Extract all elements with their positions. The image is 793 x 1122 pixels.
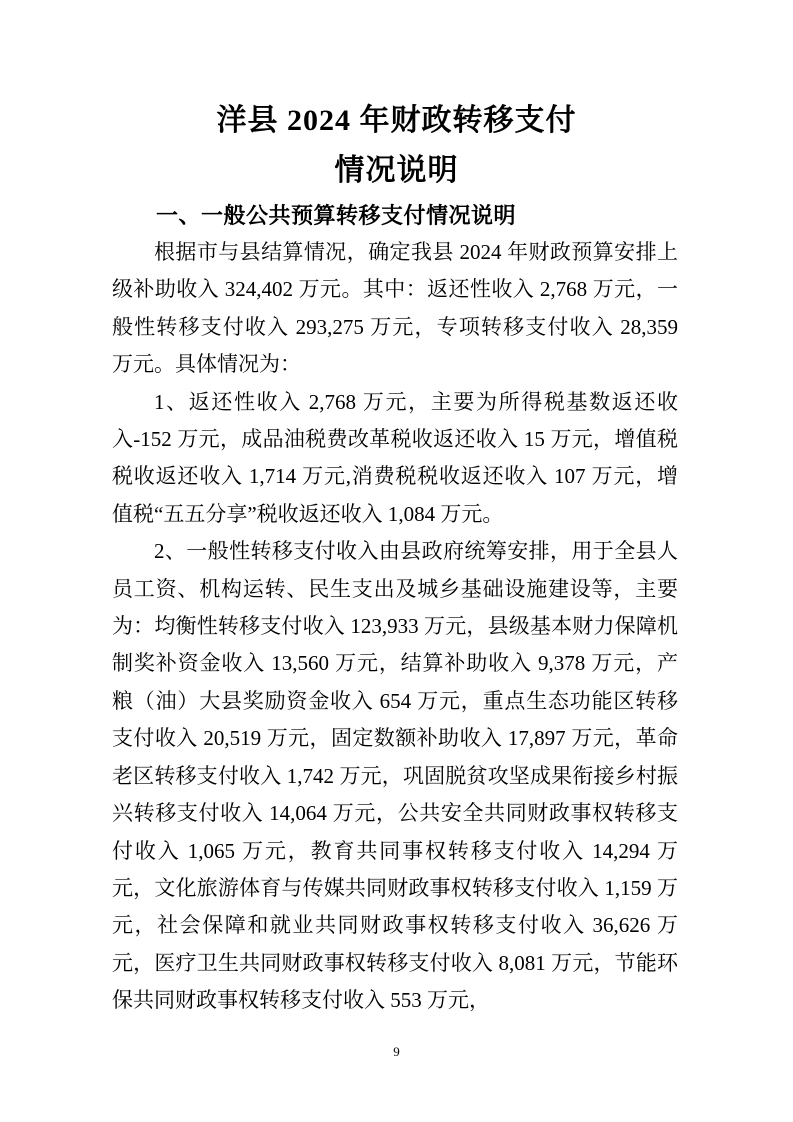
document-title-line-2: 情况说明: [334, 154, 459, 187]
paragraph-tax-rebate-income: 1、返还性收入 2,768 万元，主要为所得税基数返还收入-152 万元，成品油税费改革税收返还收入 15 万元，增值税税收返还收入 1,714 万元,消费税税收返还收入 107 万元，增值税“五五分享”税收返还收入 1,084 万元。: [112, 389, 678, 526]
paragraph-overview: 根据市与县结算情况，确定我县 2024 年财政预算安排上级补助收入 324,402 万元。其中：返还性收入 2,768 万元，一般性转移支付收入 293,275 万元，专项转移支付收入 28,359 万元。具体情况为：: [112, 240, 678, 377]
page-number: 9: [393, 1044, 400, 1059]
document-title-line-1: 洋县 2024 年财政转移支付: [216, 104, 577, 137]
paragraph-general-transfer-income: 2、一般性转移支付收入由县政府统筹安排，用于全县人员工资、机构运转、民生支出及城乡基础设施建设等，主要为：均衡性转移支付收入 123,933 万元，县级基本财力保障机制奖补资金收入 13,560 万元，结算补助收入 9,378 万元，产粮（油）大县奖励资金收入 654 万元，重点生态功能区转移支付收入 20,519 万元，固定数额补助收入 17,897 万元，革命老区转移支付收入 1,742 万元，巩固脱贫攻坚成果衔接乡村振兴转移支付收入 14,064 万元，公共安全共同财政事权转移支付收入 1,065 万元，教育共同事权转移支付收入 14,294 万元，文化旅游体育与传媒共同财政事权转移支付收入 1,159 万元，社会保障和就业共同财政事权转移支付收入 36,626 万元，医疗卫生共同财政事权转移支付收入 8,081 万元，节能环保共同财政事权转移支付收入 553 万元，: [112, 539, 678, 1013]
section-heading: 一、一般公共预算转移支付情况说明: [156, 203, 517, 228]
document-body: [112, 234, 678, 1020]
document-title: [0, 96, 793, 196]
